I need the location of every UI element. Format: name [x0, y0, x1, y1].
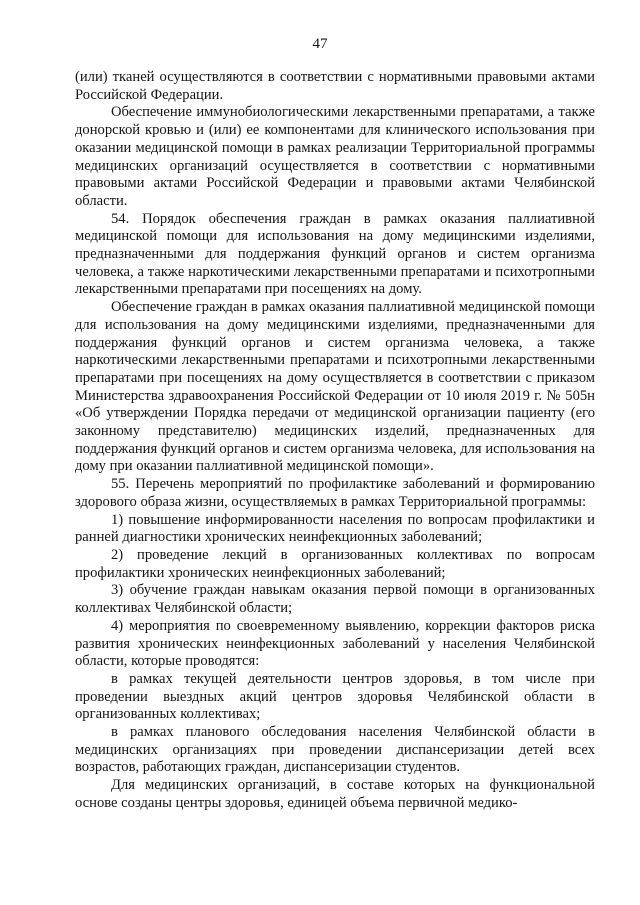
page-number: 47	[312, 36, 328, 52]
list-item-3: 3) обучение граждан навыкам оказания первой помощи в организованных коллективах Челябинской области;	[75, 582, 595, 617]
list-item-2: 2) проведение лекций в организованных коллективах по вопросам профилактики хронических неинфекционных заболеваний;	[75, 546, 595, 581]
document-body	[75, 69, 595, 813]
paragraph-continuation: (или) тканей осуществляются в соответствии с нормативными правовыми актами Российской Федерации.	[75, 69, 595, 103]
paragraph-section-55: 55. Перечень мероприятий по профилактике заболеваний и формированию здорового образа жизни, осуществляемых в рамках Территориальной программы:	[75, 476, 595, 510]
list-item-4: 4) мероприятия по своевременному выявлению, коррекции факторов риска развития хронических неинфекционных заболеваний у населения Челябинской области, которые проводятся:	[75, 617, 595, 670]
paragraph-section-54: 54. Порядок обеспечения граждан в рамках оказания паллиативной медицинской помощи для использования на дому медицинскими изделиями, предназначенными для поддержания функций органов и систем организма человека, а также наркотическими лекарственными препаратами и психотропными лекарственными препаратами при посещениях на дому.	[75, 210, 595, 298]
paragraph-palliative-provision: Обеспечение граждан в рамках оказания паллиативной медицинской помощи для использования на дому медицинскими изделиями, предназначенными для поддержания функций органов и систем организма человека, а также наркотическими лекарственными препаратами и психотропными лекарственными препаратами при посещениях на дому осуществляется в соответствии с приказом Министерства здравоохранения Российской Федерации от 10 июля 2019 г. № 505н «Об утверждении Порядка передачи от медицинской организации пациенту (его законному представителю) медицинских изделий, предназначенных для поддержания функций органов и систем организма человека, для использования на дому при оказании паллиативной медицинской помощи».	[75, 299, 595, 475]
list-item-1: 1) повышение информированности населения по вопросам профилактики и ранней диагностики хронических неинфекционных заболеваний;	[75, 511, 595, 546]
paragraph-immunobiological-provision: Обеспечение иммунобиологическими лекарственными препаратами, а также донорской кровью и (или) ее компонентами для клинического использования при оказании медицинской помощи в рамках реализации Территориальной программы медицинских организаций осуществляется в соответствии с нормативными правовыми актами Российской Федерации и правовыми актами Челябинской области.	[75, 104, 595, 209]
sub-item-planned-examination: в рамках планового обследования населения Челябинской области в медицинских организациях при проведении диспансеризации детей всех возрастов, работающих граждан, диспансеризации студентов.	[75, 724, 595, 776]
paragraph-volume-unit: Для медицинских организаций, в составе которых на функциональной основе созданы центры здоровья, единицей объема первичной медико-	[75, 777, 595, 811]
sub-item-health-centers: в рамках текущей деятельности центров здоровья, в том числе при проведении выездных акций центров здоровья Челябинской области в организованных коллективах;	[75, 670, 595, 723]
